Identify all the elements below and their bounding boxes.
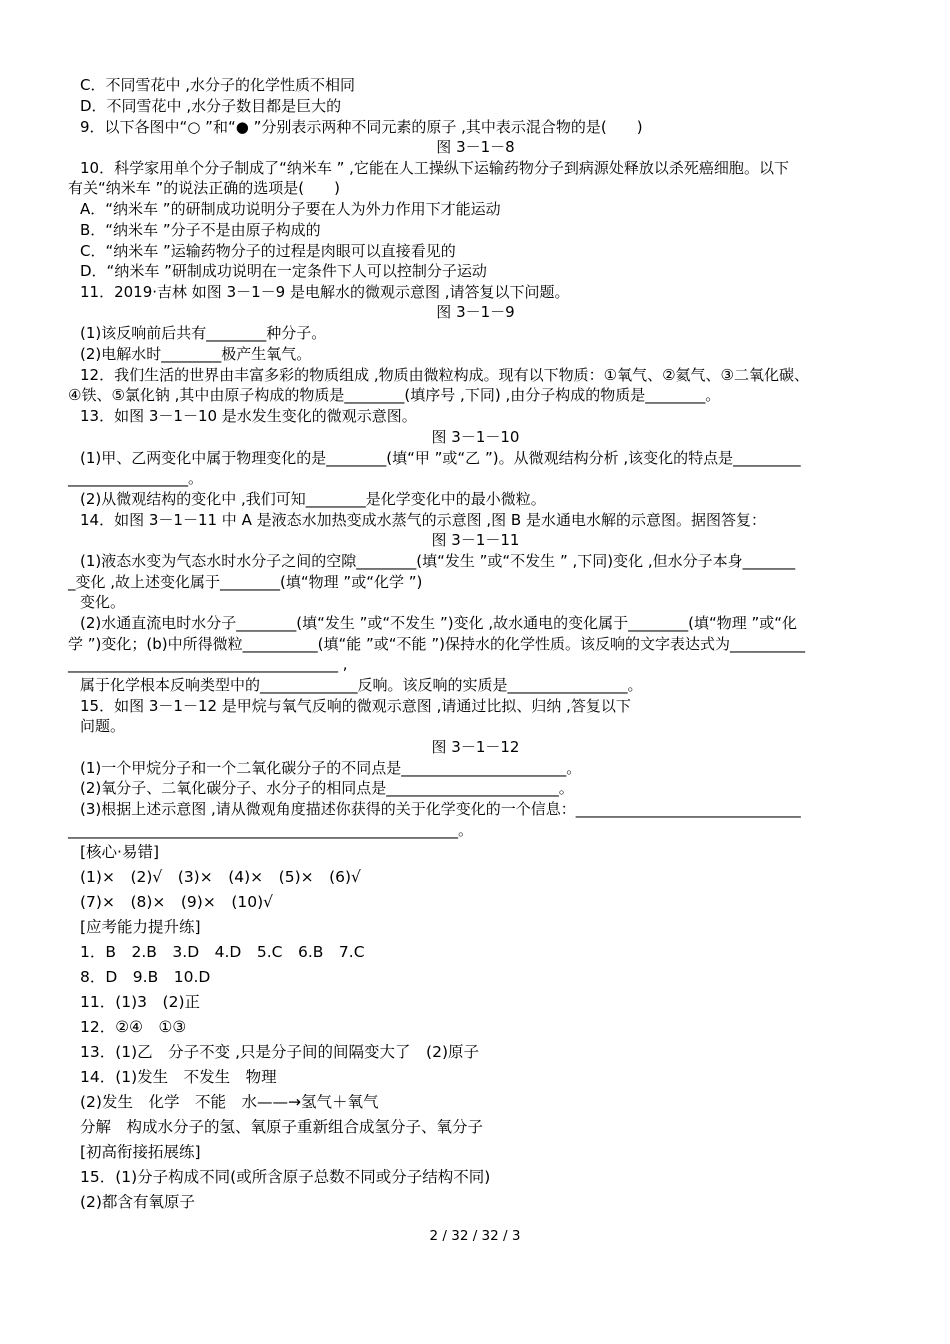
figure-caption-3-1-12: 图 3－1－12 bbox=[431, 738, 520, 756]
q13-part-2: (2)从微观结构的变化中 ,我们可知________是化学变化中的最小微粒。 bbox=[80, 490, 546, 508]
q13-part-1-line-1: (1)甲、乙两变化中属于物理变化的是________(填“甲 ”或“乙 ”)。从微观结构分析 ,该变化的特点是_________ bbox=[80, 449, 801, 467]
figure-caption-3-1-9: 图 3－1－9 bbox=[436, 303, 515, 321]
question-12-line-1: 12．我们生活的世界由丰富多彩的物质组成 ,物质由微粒构成。现有以下物质：①氧气、②氦气、③二氧化碳、 bbox=[80, 366, 809, 384]
q10-option-c: C．“纳米车 ”运输药物分子的过程是肉眼可以直接看见的 bbox=[80, 242, 456, 260]
question-10-line-1: 10．科学家用单个分子制成了“纳米车 ” ,它能在人工操纵下运输药物分子到病源处释放以杀死癌细胞。以下 bbox=[80, 159, 789, 177]
q15-part-3-line-2: ____________________________________________________。 bbox=[68, 821, 474, 839]
q14-part-2-line-2: 学 ”)变化；(b)中所得微粒__________(填“能 ”或“不能 ”)保持水的化学性质。该反响的文字表达式为__________ bbox=[68, 635, 805, 653]
q11-part-2: (2)电解水时________极产生氧气。 bbox=[80, 345, 312, 363]
answer-11: 11．(1)3 (2)正 bbox=[80, 993, 200, 1011]
question-13: 13．如图 3－1－10 是水发生变化的微观示意图。 bbox=[80, 407, 417, 425]
answer-core-line-2: (7)× (8)× (9)× (10)√ bbox=[80, 893, 274, 911]
question-15-line-1: 15．如图 3－1－12 是甲烷与氧气反响的微观示意图 ,请通过比拟、归纳 ,答复以下 bbox=[80, 697, 631, 715]
answer-14-line-1: 14．(1)发生 不发生 物理 bbox=[80, 1068, 277, 1086]
q14-part-2-line-4: 属于化学根本反响类型中的_____________反响。该反响的实质是________________。 bbox=[80, 676, 643, 694]
answer-14-line-2: (2)发生 化学 不能 水——→氢气＋氧气 bbox=[80, 1093, 379, 1111]
page-number: 2 / 32 / 32 / 3 bbox=[429, 1228, 521, 1244]
figure-caption-3-1-8: 图 3－1－8 bbox=[436, 138, 515, 156]
answer-13: 13．(1)乙 分子不变 ,只是分子间的间隔变大了 (2)原子 bbox=[80, 1043, 479, 1061]
answer-1-7: 1．B 2.B 3.D 4.D 5.C 6.B 7.C bbox=[80, 943, 365, 961]
q14-part-1-line-3: 变化。 bbox=[80, 593, 126, 611]
q15-part-1: (1)一个甲烷分子和一个二氧化碳分子的不同点是______________________。 bbox=[80, 759, 582, 777]
question-9: 9．以下各图中“○ ”和“● ”分别表示两种不同元素的原子 ,其中表示混合物的是( ) bbox=[80, 118, 643, 136]
q15-part-3-line-1: (3)根据上述示意图 ,请从微观角度描述你获得的关于化学变化的一个信息：______________________________ bbox=[80, 800, 801, 818]
answer-8-10: 8．D 9.B 10.D bbox=[80, 968, 211, 986]
q10-option-a: A．“纳米车 ”的研制成功说明分子要在人为外力作用下才能运动 bbox=[80, 200, 501, 218]
q15-part-2: (2)氧分子、二氧化碳分子、水分子的相同点是_______________________。 bbox=[80, 779, 574, 797]
section-heading-core: [核心·易错] bbox=[80, 843, 160, 861]
section-heading-extension: [初高衔接拓展练] bbox=[80, 1143, 201, 1161]
q14-part-2-line-3: ____________________________________ , bbox=[68, 655, 348, 673]
q13-part-1-line-2: ________________。 bbox=[68, 469, 204, 487]
q14-part-2-line-1: (2)水通直流电时水分子________(填“发生 ”或“不发生 ”)变化 ,故水通电的变化属于________(填“物理 ”或“化 bbox=[80, 614, 798, 632]
q14-part-1-line-1: (1)液态水变为气态水时水分子之间的空隙________(填“发生 ”或“不发生 ” ,下同)变化 ,但水分子本身_______ bbox=[80, 552, 796, 570]
q10-option-b: B．“纳米车 ”分子不是由原子构成的 bbox=[80, 221, 321, 239]
answer-14-line-3: 分解 构成水分子的氢、氧原子重新组合成氢分子、氧分子 bbox=[80, 1118, 484, 1136]
question-11: 11．2019·吉林 如图 3－1－9 是电解水的微观示意图 ,请答复以下问题。 bbox=[80, 283, 570, 301]
answer-15-line-1: 15．(1)分子构成不同(或所含原子总数不同或分子结构不同) bbox=[80, 1168, 491, 1186]
answer-core-line-1: (1)× (2)√ (3)× (4)× (5)× (6)√ bbox=[80, 868, 361, 886]
question-10-line-2: 有关“纳米车 ”的说法正确的选项是( ) bbox=[68, 179, 341, 197]
q8-option-c: C．不同雪花中 ,水分子的化学性质不相同 bbox=[80, 76, 356, 94]
question-15-line-2: 问题。 bbox=[80, 717, 126, 735]
q10-option-d: D．“纳米车 ”研制成功说明在一定条件下人可以控制分子运动 bbox=[80, 262, 487, 280]
q14-part-1-line-2: _变化 ,故上述变化属于________(填“物理 ”或“化学 ”) bbox=[68, 573, 423, 591]
question-14: 14．如图 3－1－11 中 A 是液态水加热变成水蒸气的示意图 ,图 B 是水通电水解的示意图。据图答复： bbox=[80, 511, 766, 529]
q8-option-d: D．不同雪花中 ,水分子数目都是巨大的 bbox=[80, 97, 342, 115]
answer-12: 12．②④ ①③ bbox=[80, 1018, 187, 1036]
question-12-line-2: ④铁、⑤氯化钠 ,其中由原子构成的物质是________(填序号 ,下同) ,由分子构成的物质是________。 bbox=[68, 386, 721, 404]
section-heading-exam: [应考能力提升练] bbox=[80, 918, 201, 936]
answer-15-line-2: (2)都含有氧原子 bbox=[80, 1193, 195, 1211]
q11-part-1: (1)该反响前后共有________种分子。 bbox=[80, 324, 327, 342]
figure-caption-3-1-11: 图 3－1－11 bbox=[431, 531, 520, 549]
figure-caption-3-1-10: 图 3－1－10 bbox=[431, 428, 520, 446]
